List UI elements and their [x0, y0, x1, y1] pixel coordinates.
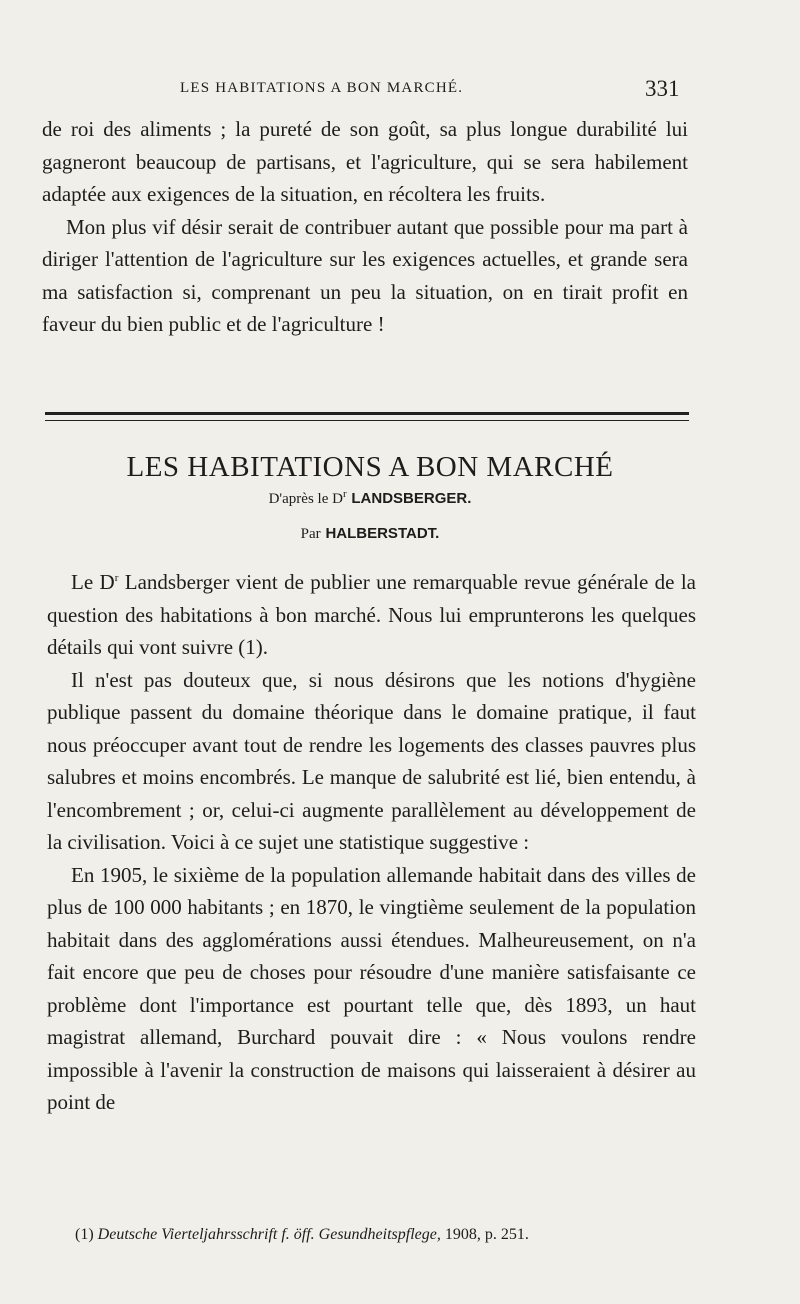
running-title: LES HABITATIONS A BON MARCHÉ.: [180, 80, 464, 96]
source-author: LANDSBERGER.: [351, 490, 472, 507]
author-name: HALBERSTADT.: [325, 525, 440, 542]
page-number: 331: [645, 76, 680, 101]
footnote-marker: (1): [75, 1226, 94, 1243]
paragraph: En 1905, le sixième de la population allemande habitait dans des villes de plus de 100 000 habitants ; en 1870, le vingtième seulement de la population habitait dans des agglomérations aussi étendues. Malheureusement, on n'a fait encore que peu de choses pour résoudre d'une manière satisfaisante ce problème dont l'importance est pourtant telle que, dès 1893, un haut magistrat allemand, Burchard pouvait dire : « Nous voulons rendre impossible à l'avenir la construction de maisons qui laisseraient à désirer au point de: [47, 862, 696, 1114]
paragraph: Il n'est pas douteux que, si nous désirons que les notions d'hygiène publique passent du domaine théorique dans le domaine pratique, il faut nous préoccuper avant tout de rendre les logements des classes pauvres plus salubres et moins encombrés. Le manque de salubrité est lié, bien entendu, à l'encombrement ; or, celui-ci augmente parallèlement au développement de la civilisation. Voici à ce sujet une statistique suggestive :: [47, 667, 696, 854]
paragraph-rest: Landsberger vient de publier une remarquable revue générale de la question des habitations à bon marché. Nous lui emprunterons les quelques détails qui vont suivre (1).: [47, 570, 696, 659]
source-byline: [0, 489, 740, 508]
running-head: [0, 76, 800, 102]
source-prefix-superscript: r: [342, 488, 347, 500]
paragraph: de roi des aliments ; la pureté de son goût, sa plus longue durabilité lui gagneront beaucoup de partisans, et l'agriculture, qui se sera habilement adaptée aux exigences de la situation, en récoltera les fruits.: [42, 117, 688, 206]
author-prefix: Par: [300, 526, 321, 542]
section-divider-thin: [45, 420, 689, 421]
section-divider-thick: [45, 412, 689, 415]
paragraph-start: Le D: [71, 570, 115, 594]
footnote-journal: Deutsche Vierteljahrsschrift f. öff. Gesundheitspflege,: [97, 1226, 441, 1243]
article-body: [47, 566, 696, 1119]
source-prefix: D'après le D: [268, 491, 343, 507]
footnote-reference: 1908, p. 251.: [440, 1226, 529, 1243]
article-title: LES HABITATIONS A BON MARCHÉ: [126, 451, 614, 483]
paragraph: Mon plus vif désir serait de contribuer autant que possible pour ma part à diriger l'attention de l'agriculture sur les exigences actuelles, et grande sera ma satisfaction si, comprenant un peu la situation, on en tirait profit en faveur du bien public et de l'agriculture !: [42, 214, 688, 336]
previous-article-ending: [42, 113, 688, 341]
paragraph-superscript: r: [114, 572, 119, 584]
paragraph: [47, 566, 696, 664]
footnote: [49, 1224, 689, 1246]
author-byline: [0, 524, 740, 543]
